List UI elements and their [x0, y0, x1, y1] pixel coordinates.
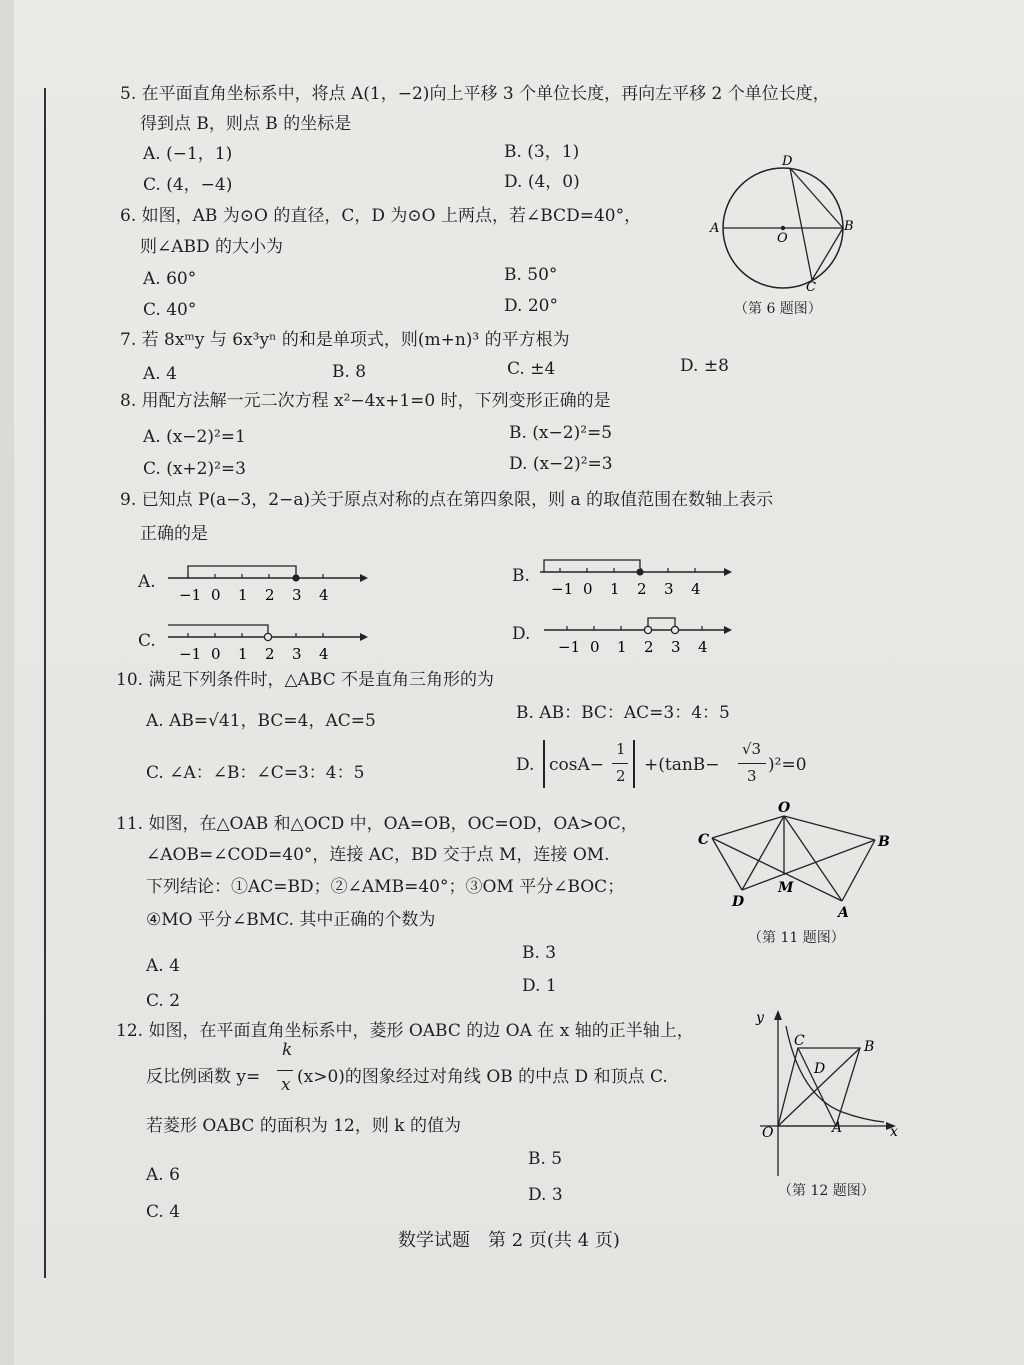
- q10-option-d-cos: cosA−: [549, 755, 605, 775]
- q11-label-c: C: [698, 832, 710, 848]
- q10-stem: 10. 满足下列条件时，△ABC 不是直角三角形的为: [116, 670, 495, 690]
- tick-label: 3: [292, 586, 302, 604]
- q12-label-x: x: [890, 1124, 898, 1140]
- tick-label: 4: [319, 586, 329, 604]
- q11-option-d: D. 1: [522, 976, 557, 996]
- q9-option-d-label: D.: [512, 624, 531, 644]
- q6-line-cb: [812, 228, 843, 280]
- tick-label: 1: [617, 638, 627, 656]
- q9-numberline-c: [164, 619, 369, 667]
- binding-margin-line: [44, 88, 46, 1278]
- q9-numberline-b: [536, 554, 741, 602]
- q6-label-d: D: [782, 154, 793, 169]
- tick-label: 2: [265, 586, 275, 604]
- q12-fraction-bar: [277, 1070, 293, 1071]
- tick-label: 2: [265, 645, 275, 663]
- q11-label-a: A: [838, 905, 849, 918]
- q12-option-a: A. 6: [146, 1165, 180, 1185]
- tick-label: −1: [179, 645, 202, 663]
- q8-option-b: B. (x−2)²=5: [509, 423, 613, 443]
- q5-stem-line1: 5. 在平面直角坐标系中，将点 A(1，−2)向上平移 3 个单位长度，再向左平移 2 个单位长度，: [120, 84, 830, 104]
- q10-half-numerator: 1: [616, 740, 626, 758]
- q6-stem-line2: 则∠ABD 的大小为: [140, 237, 284, 257]
- q6-option-d: D. 20°: [504, 296, 558, 316]
- q11-stem-line1: 11. 如图，在△OAB 和△OCD 中，OA=OB，OC=OD，OA>OC，: [116, 814, 638, 834]
- q12-label-y: y: [756, 1010, 764, 1026]
- q7-stem: 7. 若 8xᵐy 与 6x³yⁿ 的和是单项式，则(m+n)³ 的平方根为: [120, 330, 570, 350]
- tick-label: 4: [698, 638, 708, 656]
- tick-label: 1: [238, 645, 248, 663]
- q12-stem-line3: 若菱形 OABC 的面积为 12，则 k 的值为: [146, 1116, 461, 1136]
- q10-half-denominator: 2: [616, 767, 626, 785]
- q10-option-d-tan: +(tanB−: [644, 755, 720, 775]
- q12-option-c: C. 4: [146, 1202, 181, 1222]
- q6-caption: （第 6 题图）: [734, 301, 822, 317]
- q7-option-b: B. 8: [332, 362, 367, 382]
- q12-label-d: D: [814, 1061, 826, 1077]
- q12-stem-line2-pre: 反比例函数 y=: [146, 1067, 261, 1087]
- q12-stem-line2-post: (x>0)的图象经过对角线 OB 的中点 D 和顶点 C.: [297, 1067, 668, 1087]
- q10-option-b: B. AB：BC：AC=3：4：5: [516, 703, 730, 723]
- q11-triangle-figure: [692, 800, 897, 918]
- tick-label: 3: [292, 645, 302, 663]
- q12-label-a: A: [832, 1120, 843, 1136]
- q6-stem-line1: 6. 如图，AB 为⊙O 的直径，C，D 为⊙O 上两点，若∠BCD=40°，: [120, 206, 642, 226]
- q12-label-b: B: [864, 1039, 875, 1055]
- tick-label: 2: [644, 638, 654, 656]
- q7-option-d: D. ±8: [680, 356, 729, 376]
- q12-rhombus-figure: [752, 1004, 912, 1184]
- tick-label: 2: [637, 580, 647, 598]
- q11-stem-line2: ∠AOB=∠COD=40°，连接 AC，BD 交于点 M，连接 OM.: [146, 845, 610, 865]
- q10-root-numerator: √3: [742, 740, 762, 758]
- q6-option-a: A. 60°: [143, 269, 197, 289]
- q9-stem-line2: 正确的是: [140, 524, 208, 544]
- q10-root-denominator: 3: [747, 767, 757, 785]
- q9-option-a-label: A.: [138, 572, 156, 592]
- tick-label: −1: [551, 580, 574, 598]
- q11-option-c: C. 2: [146, 991, 181, 1011]
- q10-abs-bar-left: [543, 740, 545, 788]
- q12-option-b: B. 5: [528, 1149, 563, 1169]
- q6-label-o: O: [777, 231, 788, 246]
- tick-label: 0: [583, 580, 593, 598]
- q8-option-d: D. (x−2)²=3: [509, 454, 613, 474]
- tick-label: 3: [671, 638, 681, 656]
- q5-option-a: A. (−1，1): [143, 144, 233, 164]
- tick-label: 4: [691, 580, 701, 598]
- q11-caption: （第 11 题图）: [748, 930, 845, 946]
- q8-option-a: A. (x−2)²=1: [143, 427, 246, 447]
- tick-label: 0: [590, 638, 600, 656]
- q9-stem-line1: 9. 已知点 P(a−3，2−a)关于原点对称的点在第四象限，则 a 的取值范围在数轴上表示: [120, 490, 774, 510]
- q5-option-b: B. (3，1): [504, 142, 580, 162]
- q6-label-b: B: [844, 219, 854, 234]
- q5-stem-line2: 得到点 B，则点 B 的坐标是: [140, 114, 352, 134]
- q9-numberline-a: [164, 560, 369, 608]
- q6-circle-figure: [700, 148, 860, 323]
- tick-label: 4: [319, 645, 329, 663]
- q9-option-b-label: B.: [512, 566, 530, 586]
- tick-label: 1: [610, 580, 620, 598]
- q11-stem-line4: ④MO 平分∠BMC. 其中正确的个数为: [146, 910, 436, 930]
- tick-label: 0: [211, 645, 221, 663]
- q12-caption: （第 12 题图）: [778, 1183, 875, 1199]
- q10-root-bar: [738, 763, 766, 764]
- q10-option-c: C. ∠A：∠B：∠C=3：4：5: [146, 763, 365, 783]
- q10-half-bar: [612, 763, 628, 764]
- q11-label-b: B: [878, 834, 890, 850]
- tick-label: 3: [664, 580, 674, 598]
- q11-option-b: B. 3: [522, 943, 557, 963]
- q12-option-d: D. 3: [528, 1185, 563, 1205]
- q11-stem-line3: 下列结论：①AC=BD；②∠AMB=40°；③OM 平分∠BOC；: [146, 877, 625, 897]
- q6-label-c: C: [806, 280, 816, 295]
- tick-label: −1: [558, 638, 581, 656]
- tick-label: −1: [179, 586, 202, 604]
- q5-option-d: D. (4，0): [504, 172, 580, 192]
- q12-label-c: C: [794, 1033, 805, 1049]
- q9-option-c-label: C.: [138, 631, 156, 651]
- q12-fraction-denominator: x: [281, 1075, 291, 1095]
- q11-option-a: A. 4: [146, 956, 180, 976]
- page-footer: 数学试题 第 2 页(共 4 页): [398, 1230, 620, 1251]
- q7-option-c: C. ±4: [507, 359, 556, 379]
- q10-option-d-tail: )²=0: [768, 755, 807, 775]
- q9-numberline-d: [540, 612, 740, 660]
- q10-abs-bar-right: [633, 740, 635, 788]
- tick-label: 0: [211, 586, 221, 604]
- q12-label-o: O: [762, 1125, 774, 1141]
- q6-label-a: A: [710, 221, 720, 236]
- q7-option-a: A. 4: [143, 364, 177, 384]
- q11-label-d: D: [732, 894, 745, 910]
- q11-label-o: O: [778, 800, 791, 816]
- q6-option-c: C. 40°: [143, 300, 197, 320]
- q6-center-point: [781, 226, 785, 230]
- q6-line-dc: [790, 168, 812, 280]
- q10-option-d-prefix: D.: [516, 755, 535, 775]
- q11-label-m: M: [778, 880, 794, 896]
- q8-stem: 8. 用配方法解一元二次方程 x²−4x+1=0 时，下列变形正确的是: [120, 391, 611, 411]
- q6-option-b: B. 50°: [504, 265, 558, 285]
- q5-option-c: C. (4，−4): [143, 175, 233, 195]
- q8-option-c: C. (x+2)²=3: [143, 459, 246, 479]
- q12-stem-line1: 12. 如图，在平面直角坐标系中，菱形 OABC 的边 OA 在 x 轴的正半轴上，: [116, 1021, 694, 1041]
- q12-fraction-numerator: k: [282, 1040, 293, 1060]
- tick-label: 1: [238, 586, 248, 604]
- q10-option-a: A. AB=√41，BC=4，AC=5: [146, 711, 376, 731]
